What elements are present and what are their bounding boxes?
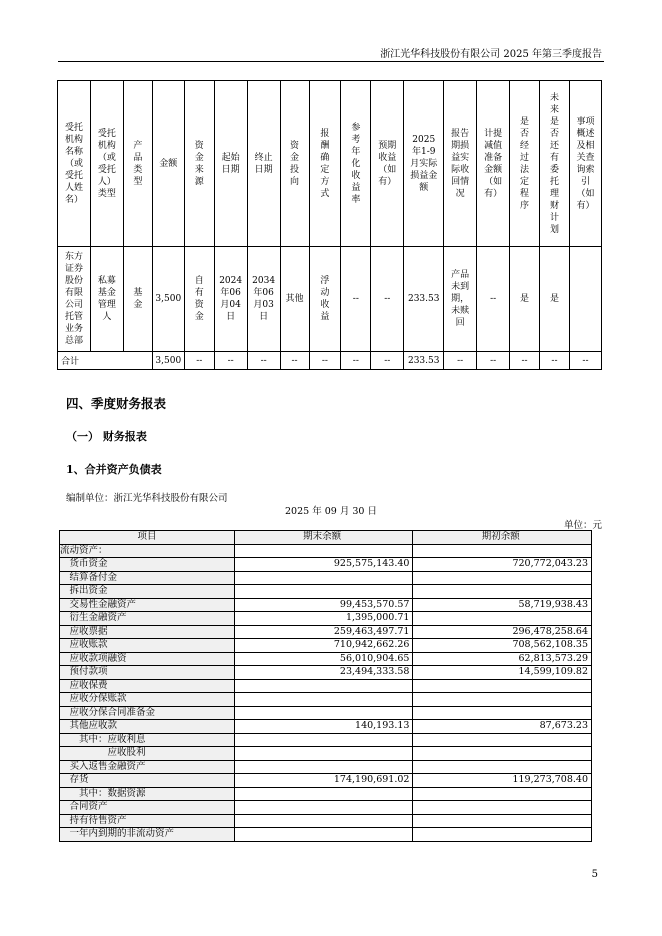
row-item-cell: 应收账款 — [60, 639, 235, 653]
row-end-balance-cell: 99,453,570.57 — [234, 598, 413, 612]
table-row — [60, 625, 592, 639]
table-row — [60, 774, 592, 788]
row-end-balance-cell — [234, 571, 413, 585]
table-row — [60, 801, 592, 815]
row-begin-balance-cell: 14,599,109.82 — [413, 666, 592, 680]
entrust-cell: -- — [477, 247, 510, 352]
row-end-balance-cell — [234, 801, 413, 815]
row-item-cell: 交易性金融资产 — [60, 598, 235, 612]
row-item-cell: 其中：应收利息 — [60, 733, 235, 747]
entrust-total-cell: -- — [510, 352, 540, 370]
row-begin-balance-cell — [413, 760, 592, 774]
row-end-balance-cell — [234, 679, 413, 693]
entrust-header-cell: 资金来源 — [184, 81, 214, 247]
row-end-balance-cell — [234, 706, 413, 720]
date-line: 2025 年 09 月 30 日 — [285, 506, 377, 517]
row-item-cell: 拆出资金 — [60, 585, 235, 599]
table-row — [60, 571, 592, 585]
row-item-cell: 其他应收款 — [60, 720, 235, 734]
row-end-balance-cell — [234, 544, 413, 558]
entrust-header-cell: 受托机构名称（或受托人姓名） — [58, 81, 91, 247]
table-row — [60, 558, 592, 572]
row-end-balance-cell: 925,575,143.40 — [234, 558, 413, 572]
row-end-balance-cell — [234, 787, 413, 801]
row-begin-balance-cell: 58,719,938.43 — [413, 598, 592, 612]
entrust-total-cell: 233.53 — [404, 352, 444, 370]
row-begin-balance-cell — [413, 787, 592, 801]
entrust-cell: 是 — [540, 247, 570, 352]
balance-sheet-header-row — [60, 531, 592, 545]
row-end-balance-cell — [234, 828, 413, 842]
row-end-balance-cell: 23,494,333.58 — [234, 666, 413, 680]
row-end-balance-cell: 56,010,904.65 — [234, 652, 413, 666]
entrust-cell: 3,500 — [152, 247, 184, 352]
entrust-cell — [569, 247, 601, 352]
entrust-total-cell: -- — [184, 352, 214, 370]
row-item-cell: 流动资产： — [60, 544, 235, 558]
row-end-balance-cell — [234, 747, 413, 761]
entrust-total-cell: -- — [247, 352, 280, 370]
entrust-header-cell: 报酬确定方式 — [309, 81, 341, 247]
subsection-title: （一） 财务报表 — [66, 430, 147, 443]
row-begin-balance-cell — [413, 679, 592, 693]
table-row — [60, 760, 592, 774]
entrust-cell: 其他 — [280, 247, 309, 352]
row-item-cell: 应收股利 — [60, 747, 235, 761]
entrust-total-cell: -- — [569, 352, 601, 370]
entrust-header-cell: 事项概述及相关查询索引（如有） — [569, 81, 601, 247]
page-header: 浙江光华科技股份有限公司 2025 年第三季度报告 — [380, 49, 602, 60]
table-row — [60, 679, 592, 693]
entrust-header-cell: 起始日期 — [214, 81, 247, 247]
table-row — [60, 612, 592, 626]
row-begin-balance-cell — [413, 544, 592, 558]
entrust-cell: 2024年06月04日 — [214, 247, 247, 352]
entrust-cell: 2034年06月03日 — [247, 247, 280, 352]
row-begin-balance-cell: 119,273,708.40 — [413, 774, 592, 788]
entrust-header-cell: 预期收益（如有） — [371, 81, 404, 247]
row-item-cell: 应收分保合同准备金 — [60, 706, 235, 720]
entrust-total-cell: -- — [477, 352, 510, 370]
row-end-balance-cell: 259,463,497.71 — [234, 625, 413, 639]
row-item-cell: 其中：数据资源 — [60, 787, 235, 801]
row-begin-balance-cell: 62,813,573.29 — [413, 652, 592, 666]
entrust-total-cell: -- — [341, 352, 371, 370]
table-row — [60, 814, 592, 828]
statement-title: 1、合并资产负债表 — [66, 463, 162, 476]
row-item-cell: 合同资产 — [60, 801, 235, 815]
row-item-cell: 应收票据 — [60, 625, 235, 639]
row-item-cell: 预付款项 — [60, 666, 235, 680]
entrust-cell: 自有资金 — [184, 247, 214, 352]
row-item-cell: 应收保费 — [60, 679, 235, 693]
row-begin-balance-cell — [413, 801, 592, 815]
row-begin-balance-cell: 720,772,043.23 — [413, 558, 592, 572]
table-row — [60, 720, 592, 734]
page-number: 5 — [591, 869, 598, 880]
entrust-header-cell: 报告期损益实际收回情况 — [444, 81, 477, 247]
entrust-header-cell: 计提减值准备金额（如有） — [477, 81, 510, 247]
table-row — [60, 666, 592, 680]
row-begin-balance-cell — [413, 585, 592, 599]
row-begin-balance-cell: 708,562,108.35 — [413, 639, 592, 653]
entrust-header-cell: 终止日期 — [247, 81, 280, 247]
row-end-balance-cell: 174,190,691.02 — [234, 774, 413, 788]
entrust-cell: -- — [371, 247, 404, 352]
entrust-cell: 是 — [510, 247, 540, 352]
company-line: 编制单位：浙江光华科技股份有限公司 — [66, 493, 228, 504]
entrust-header-cell: 资金投向 — [280, 81, 309, 247]
entrust-total-label: 合计 — [58, 352, 153, 370]
row-end-balance-cell — [234, 760, 413, 774]
row-end-balance-cell: 710,942,662.26 — [234, 639, 413, 653]
entrust-cell: 基金 — [123, 247, 152, 352]
entrust-total-cell: -- — [444, 352, 477, 370]
row-end-balance-cell — [234, 693, 413, 707]
table-row — [60, 733, 592, 747]
section-title: 四、季度财务报表 — [66, 396, 167, 411]
table-row — [60, 585, 592, 599]
row-begin-balance-cell — [413, 571, 592, 585]
table-row — [60, 828, 592, 842]
entrust-cell: 233.53 — [404, 247, 444, 352]
entrust-total-cell: -- — [309, 352, 341, 370]
entrust-header-row — [58, 81, 602, 247]
table-row — [60, 787, 592, 801]
row-item-cell: 衍生金融资产 — [60, 612, 235, 626]
row-begin-balance-cell — [413, 733, 592, 747]
entrust-total-cell: -- — [214, 352, 247, 370]
column-header-item: 项目 — [60, 531, 235, 545]
row-end-balance-cell — [234, 733, 413, 747]
row-begin-balance-cell — [413, 612, 592, 626]
entrust-header-cell: 未来是否还有委托理财计划 — [540, 81, 570, 247]
table-row — [60, 544, 592, 558]
table-row — [60, 706, 592, 720]
entrust-header-cell: 产品类型 — [123, 81, 152, 247]
row-begin-balance-cell — [413, 814, 592, 828]
entrust-header-cell: 参考年化收益率 — [341, 81, 371, 247]
row-item-cell: 结算备付金 — [60, 571, 235, 585]
entrust-cell: 浮动收益 — [309, 247, 341, 352]
column-header-begin: 期初余额 — [413, 531, 592, 545]
row-item-cell: 持有待售资产 — [60, 814, 235, 828]
row-item-cell: 应收分保账款 — [60, 693, 235, 707]
row-item-cell: 买入返售金融资产 — [60, 760, 235, 774]
entrust-cell: 私募基金管理人 — [90, 247, 123, 352]
entrust-total-cell: -- — [280, 352, 309, 370]
header-divider — [58, 61, 604, 62]
entrust-total-cell: 3,500 — [152, 352, 184, 370]
entrust-header-cell: 2025年1-9月实际损益金额 — [404, 81, 444, 247]
row-begin-balance-cell: 87,673.23 — [413, 720, 592, 734]
row-item-cell: 货币资金 — [60, 558, 235, 572]
row-end-balance-cell: 1,395,000.71 — [234, 612, 413, 626]
entrust-header-cell: 是否经过法定程序 — [510, 81, 540, 247]
table-row — [60, 693, 592, 707]
table-row — [60, 747, 592, 761]
table-row — [60, 652, 592, 666]
row-begin-balance-cell — [413, 693, 592, 707]
row-begin-balance-cell — [413, 747, 592, 761]
row-begin-balance-cell — [413, 828, 592, 842]
entrust-data-row — [58, 247, 602, 352]
balance-sheet-table — [59, 530, 592, 842]
table-row — [60, 639, 592, 653]
unit-line: 单位：元 — [563, 520, 602, 531]
row-begin-balance-cell — [413, 706, 592, 720]
row-end-balance-cell — [234, 814, 413, 828]
column-header-end: 期末余额 — [234, 531, 413, 545]
entrusted-wealth-table — [57, 80, 602, 370]
row-item-cell: 应收款项融资 — [60, 652, 235, 666]
entrust-total-row — [58, 352, 602, 370]
entrust-cell: 东方证券股份有限公司托管业务总部 — [58, 247, 91, 352]
entrust-total-cell: -- — [540, 352, 570, 370]
entrust-header-cell: 金额 — [152, 81, 184, 247]
row-item-cell: 一年内到期的非流动资产 — [60, 828, 235, 842]
row-item-cell: 存货 — [60, 774, 235, 788]
row-end-balance-cell — [234, 585, 413, 599]
entrust-header-cell: 受托机构（或受托人）类型 — [90, 81, 123, 247]
entrust-cell: 产品未到期，未赎回 — [444, 247, 477, 352]
row-begin-balance-cell: 296,478,258.64 — [413, 625, 592, 639]
entrust-total-cell: -- — [371, 352, 404, 370]
entrust-cell: -- — [341, 247, 371, 352]
row-end-balance-cell: 140,193.13 — [234, 720, 413, 734]
table-row — [60, 598, 592, 612]
